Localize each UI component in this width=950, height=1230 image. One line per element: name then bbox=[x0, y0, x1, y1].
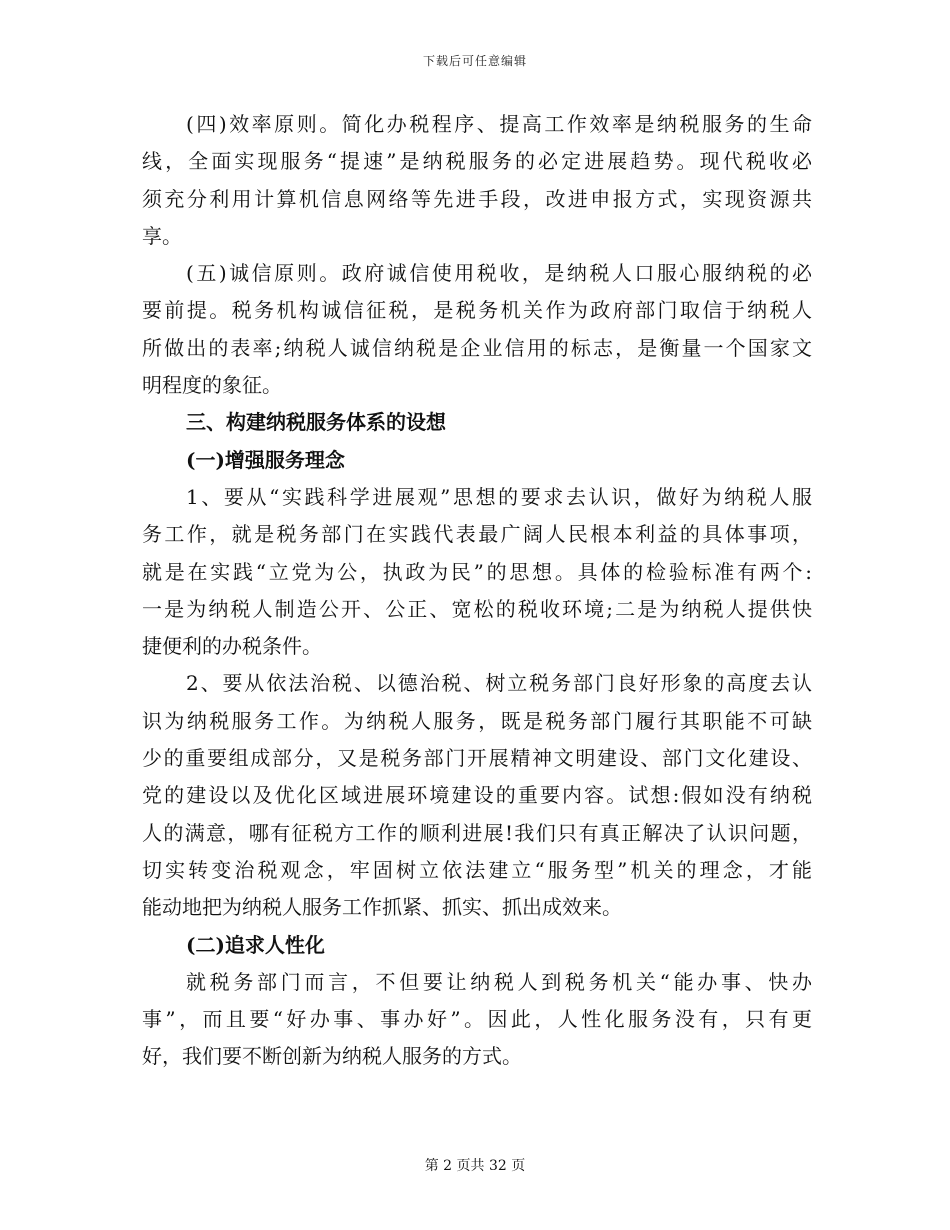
paragraph-line: 一是为纳税人制造公开、公正、宽松的税收环境;二是为纳税人提供快 bbox=[142, 596, 812, 621]
section-heading: 三、构建纳税服务体系的设想 bbox=[186, 410, 446, 435]
paragraph-line: (四)效率原则。简化办税程序、提高工作效率是纳税服务的生命 bbox=[186, 112, 812, 136]
paragraph-line: 识为纳税服务工作。为纳税人服务，既是税务部门履行其职能不可缺 bbox=[142, 708, 812, 733]
paragraph-line: 线，全面实现服务“提速”是纳税服务的必定进展趋势。现代税收必 bbox=[142, 149, 812, 174]
paragraph-line: 少的重要组成部分，又是税务部门开展精神文明建设、部门文化建设、 bbox=[142, 746, 812, 771]
paragraph-line: 好，我们要不断创新为纳税人服务的方式。 bbox=[142, 1044, 522, 1069]
paragraph-line: 事”，而且要“好办事、事办好”。因此，人性化服务没有，只有更 bbox=[142, 1007, 812, 1032]
paragraph-line: 就税务部门而言，不但要让纳税人到税务机关“能办事、快办 bbox=[186, 969, 812, 994]
page-header: 下载后可任意编辑 bbox=[422, 54, 527, 68]
paragraph-line: 1、要从“实践科学进展观”思想的要求去认识，做好为纳税人服 bbox=[186, 484, 812, 509]
paragraph-line: 要前提。税务机构诚信征税，是税务机关作为政府部门取信于纳税人 bbox=[142, 298, 812, 323]
subsection-heading: (一)增强服务理念 bbox=[186, 447, 345, 472]
paragraph-line: 务工作，就是税务部门在实践代表最广阔人民根本利益的具体事项， bbox=[142, 522, 812, 547]
paragraph-line: (五)诚信原则。政府诚信使用税收，是纳税人口服心服纳税的必 bbox=[186, 261, 812, 286]
paragraph-line: 须充分利用计算机信息网络等先进手段，改进申报方式，实现资源共 bbox=[142, 186, 812, 211]
paragraph-line: 就是在实践“立党为公，执政为民”的思想。具体的检验标准有两个: bbox=[142, 559, 812, 584]
paragraph-line: 能动地把为纳税人服务工作抓紧、抓实、抓出成效来。 bbox=[142, 895, 622, 920]
paragraph-line: 明程度的象征。 bbox=[142, 373, 282, 398]
document-body bbox=[142, 106, 812, 1076]
subsection-heading: (二)追求人性化 bbox=[186, 932, 325, 957]
paragraph-line: 所做出的表率;纳税人诚信纳税是企业信用的标志，是衡量一个国家文 bbox=[142, 335, 812, 360]
paragraph-line: 切实转变治税观念，牢固树立依法建立“服务型”机关的理念，才能 bbox=[142, 857, 812, 882]
paragraph-line: 人的满意，哪有征税方工作的顺利进展!我们只有真正解决了认识问题， bbox=[142, 820, 812, 845]
paragraph-line: 享。 bbox=[142, 223, 182, 248]
paragraph-line: 捷便利的办税条件。 bbox=[142, 634, 322, 659]
paragraph-line: 2、要从依法治税、以德治税、树立税务部门良好形象的高度去认 bbox=[186, 671, 812, 696]
page-footer: 第 2 页共 32 页 bbox=[424, 1158, 526, 1174]
paragraph-line: 党的建设以及优化区域进展环境建设的重要内容。试想:假如没有纳税 bbox=[142, 783, 812, 808]
